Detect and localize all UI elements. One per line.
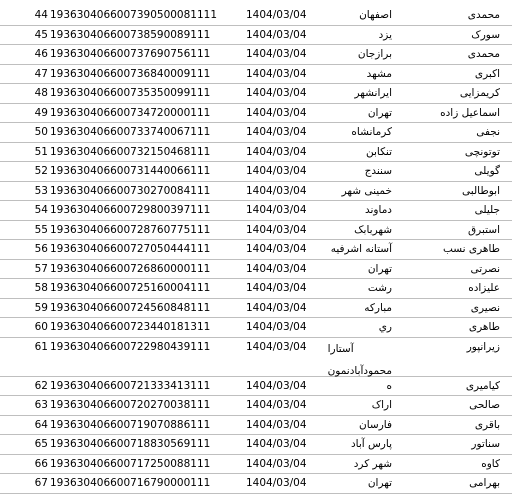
last-name: محمدی bbox=[467, 48, 500, 60]
table-row bbox=[0, 416, 512, 436]
city: مشهد bbox=[366, 67, 392, 80]
table-row bbox=[0, 6, 512, 26]
last-name: محمدی bbox=[467, 9, 500, 21]
tracking-code: 193630406600730270084111 bbox=[50, 184, 211, 197]
table-row bbox=[0, 84, 512, 104]
last-name: طاهری نسب bbox=[442, 243, 500, 255]
row-number: 47 bbox=[34, 67, 48, 80]
table-row bbox=[0, 474, 512, 494]
tracking-code: 193630406600718830569111 bbox=[50, 438, 211, 450]
table-row bbox=[0, 377, 512, 397]
city: تهران bbox=[367, 106, 392, 119]
row-number: 61 bbox=[34, 340, 48, 353]
city-line-1: آستارا bbox=[327, 342, 354, 355]
tracking-code: 193630406600735350099111 bbox=[50, 87, 211, 99]
row-number: 45 bbox=[34, 28, 48, 41]
tracking-code: 193630406600728760775111 bbox=[50, 223, 211, 236]
tracking-code: 193630406600719070886111 bbox=[50, 418, 211, 431]
table-row bbox=[0, 299, 512, 319]
date: 1404/03/04 bbox=[246, 184, 307, 197]
row-number: 50 bbox=[34, 126, 48, 138]
city: ایرانشهر bbox=[354, 87, 392, 99]
date: 1404/03/04 bbox=[246, 340, 307, 353]
city: سنندج bbox=[364, 165, 392, 177]
city: آستانه اشرفیه bbox=[330, 243, 392, 255]
row-number: 55 bbox=[34, 223, 48, 236]
last-name: سناتور bbox=[471, 438, 500, 450]
last-name: نجفی bbox=[476, 126, 500, 138]
table-row bbox=[0, 435, 512, 455]
city: مبارکه bbox=[364, 301, 392, 314]
date: 1404/03/04 bbox=[246, 379, 307, 392]
date: 1404/03/04 bbox=[246, 301, 307, 314]
row-number: 60 bbox=[34, 321, 48, 333]
last-name: زیرانپور bbox=[466, 340, 500, 353]
table-row bbox=[0, 396, 512, 416]
table-row bbox=[0, 45, 512, 65]
tracking-code: 193630406600731440066111 bbox=[50, 165, 211, 177]
tracking-code: 193630406600733740067111 bbox=[50, 126, 211, 138]
date: 1404/03/04 bbox=[246, 262, 307, 275]
last-name: بهرامی bbox=[469, 477, 500, 489]
city: ه bbox=[386, 379, 392, 392]
table-row bbox=[0, 182, 512, 202]
city: شهر کرد bbox=[353, 457, 392, 470]
city: اراک bbox=[371, 399, 392, 411]
tracking-code: 193630406600724560848111 bbox=[50, 301, 211, 314]
last-name: توتونچی bbox=[464, 145, 500, 158]
last-name: گویلی bbox=[474, 165, 500, 177]
last-name: اکبری bbox=[474, 67, 500, 80]
last-name: استبرق bbox=[468, 223, 500, 236]
tracking-code: 193630406600725160004111 bbox=[50, 282, 211, 294]
date: 1404/03/04 bbox=[246, 9, 307, 21]
last-name: اسماعیل زاده bbox=[440, 106, 500, 119]
table-row bbox=[0, 201, 512, 221]
last-name: جلیلی bbox=[474, 204, 500, 216]
tracking-code: 193630406600734720000111 bbox=[50, 106, 211, 119]
row-number: 57 bbox=[34, 262, 48, 275]
table-row bbox=[0, 279, 512, 299]
date: 1404/03/04 bbox=[246, 457, 307, 470]
date: 1404/03/04 bbox=[246, 438, 307, 450]
city: ري bbox=[378, 321, 392, 333]
date: 1404/03/04 bbox=[246, 321, 307, 333]
table-row bbox=[0, 338, 512, 377]
date: 1404/03/04 bbox=[246, 223, 307, 236]
table-row bbox=[0, 143, 512, 163]
city: رشت bbox=[367, 282, 392, 294]
row-number: 52 bbox=[34, 165, 48, 177]
row-number: 48 bbox=[34, 87, 48, 99]
row-number: 46 bbox=[34, 48, 48, 60]
table-row bbox=[0, 162, 512, 182]
last-name: علیزاده bbox=[468, 282, 500, 294]
row-number: 54 bbox=[34, 204, 48, 216]
last-name: کیامیری bbox=[465, 379, 500, 392]
tracking-code: 193630406600729800397111 bbox=[50, 204, 211, 216]
date: 1404/03/04 bbox=[246, 243, 307, 255]
table-row bbox=[0, 260, 512, 280]
date: 1404/03/04 bbox=[246, 204, 307, 216]
date: 1404/03/04 bbox=[246, 477, 307, 489]
records-table bbox=[0, 6, 512, 494]
city: کرمانشاه bbox=[351, 126, 392, 138]
date: 1404/03/04 bbox=[246, 418, 307, 431]
tracking-code: 193630406600721333413111 bbox=[50, 379, 211, 392]
tracking-code: 193630406600737690756111 bbox=[50, 48, 211, 60]
city: دماوند bbox=[364, 204, 392, 216]
city: یزد bbox=[378, 28, 392, 41]
table-row bbox=[0, 65, 512, 85]
row-number: 63 bbox=[34, 399, 48, 411]
city: تنکابن bbox=[365, 145, 392, 158]
table-row bbox=[0, 318, 512, 338]
city: اصفهان bbox=[359, 9, 392, 21]
last-name: نصرتی bbox=[470, 262, 500, 275]
table-row bbox=[0, 240, 512, 260]
tracking-code: 193630406600732150468111 bbox=[50, 145, 211, 158]
last-name: باقری bbox=[474, 418, 500, 431]
table-row bbox=[0, 104, 512, 124]
last-name: سورک bbox=[471, 28, 500, 41]
tracking-code: 1936304066007390500081111 bbox=[50, 9, 218, 21]
row-number: 44 bbox=[34, 9, 48, 21]
date: 1404/03/04 bbox=[246, 126, 307, 138]
tracking-code: 193630406600736840009111 bbox=[50, 67, 211, 80]
tracking-code: 193630406600720270038111 bbox=[50, 399, 211, 411]
row-number: 62 bbox=[34, 379, 48, 392]
date: 1404/03/04 bbox=[246, 282, 307, 294]
date: 1404/03/04 bbox=[246, 67, 307, 80]
city: شهربابک bbox=[354, 223, 392, 236]
tracking-code: 193630406600726860000111 bbox=[50, 262, 211, 275]
last-name: ابوطالبی bbox=[462, 184, 500, 197]
last-name: طاهری bbox=[468, 321, 500, 333]
city: پارس آباد bbox=[350, 438, 392, 450]
row-number: 64 bbox=[34, 418, 48, 431]
city bbox=[328, 341, 392, 379]
row-number: 49 bbox=[34, 106, 48, 119]
date: 1404/03/04 bbox=[246, 106, 307, 119]
row-number: 67 bbox=[34, 477, 48, 489]
row-number: 51 bbox=[34, 145, 48, 158]
date: 1404/03/04 bbox=[246, 48, 307, 60]
row-number: 58 bbox=[34, 282, 48, 294]
row-number: 53 bbox=[34, 184, 48, 197]
row-number: 56 bbox=[34, 243, 48, 255]
tracking-code: 193630406600723440181311 bbox=[50, 321, 211, 333]
row-number: 65 bbox=[34, 438, 48, 450]
row-number: 59 bbox=[34, 301, 48, 314]
tracking-code: 193630406600717250088111 bbox=[50, 457, 211, 470]
table-row bbox=[0, 123, 512, 143]
tracking-code: 193630406600716790000111 bbox=[50, 477, 211, 489]
city: تهران bbox=[367, 477, 392, 489]
city: تهران bbox=[367, 262, 392, 275]
table-row bbox=[0, 26, 512, 46]
last-name: کریمزایی bbox=[459, 87, 500, 99]
last-name: نصیری bbox=[470, 301, 500, 314]
city-line-2: محمودآبادنمون bbox=[327, 364, 392, 377]
tracking-code: 193630406600727050444111 bbox=[50, 243, 211, 255]
date: 1404/03/04 bbox=[246, 145, 307, 158]
tracking-code: 193630406600722980439111 bbox=[50, 340, 211, 353]
date: 1404/03/04 bbox=[246, 87, 307, 99]
last-name: کاوه bbox=[481, 457, 500, 470]
date: 1404/03/04 bbox=[246, 399, 307, 411]
table-row bbox=[0, 221, 512, 241]
date: 1404/03/04 bbox=[246, 28, 307, 41]
date: 1404/03/04 bbox=[246, 165, 307, 177]
table-row bbox=[0, 455, 512, 475]
tracking-code: 193630406600738590089111 bbox=[50, 28, 211, 41]
city: خمینی شهر bbox=[341, 184, 392, 197]
row-number: 66 bbox=[34, 457, 48, 470]
last-name: صالحی bbox=[469, 399, 500, 411]
city: فارسان bbox=[359, 418, 392, 431]
city: برازجان bbox=[357, 48, 392, 60]
